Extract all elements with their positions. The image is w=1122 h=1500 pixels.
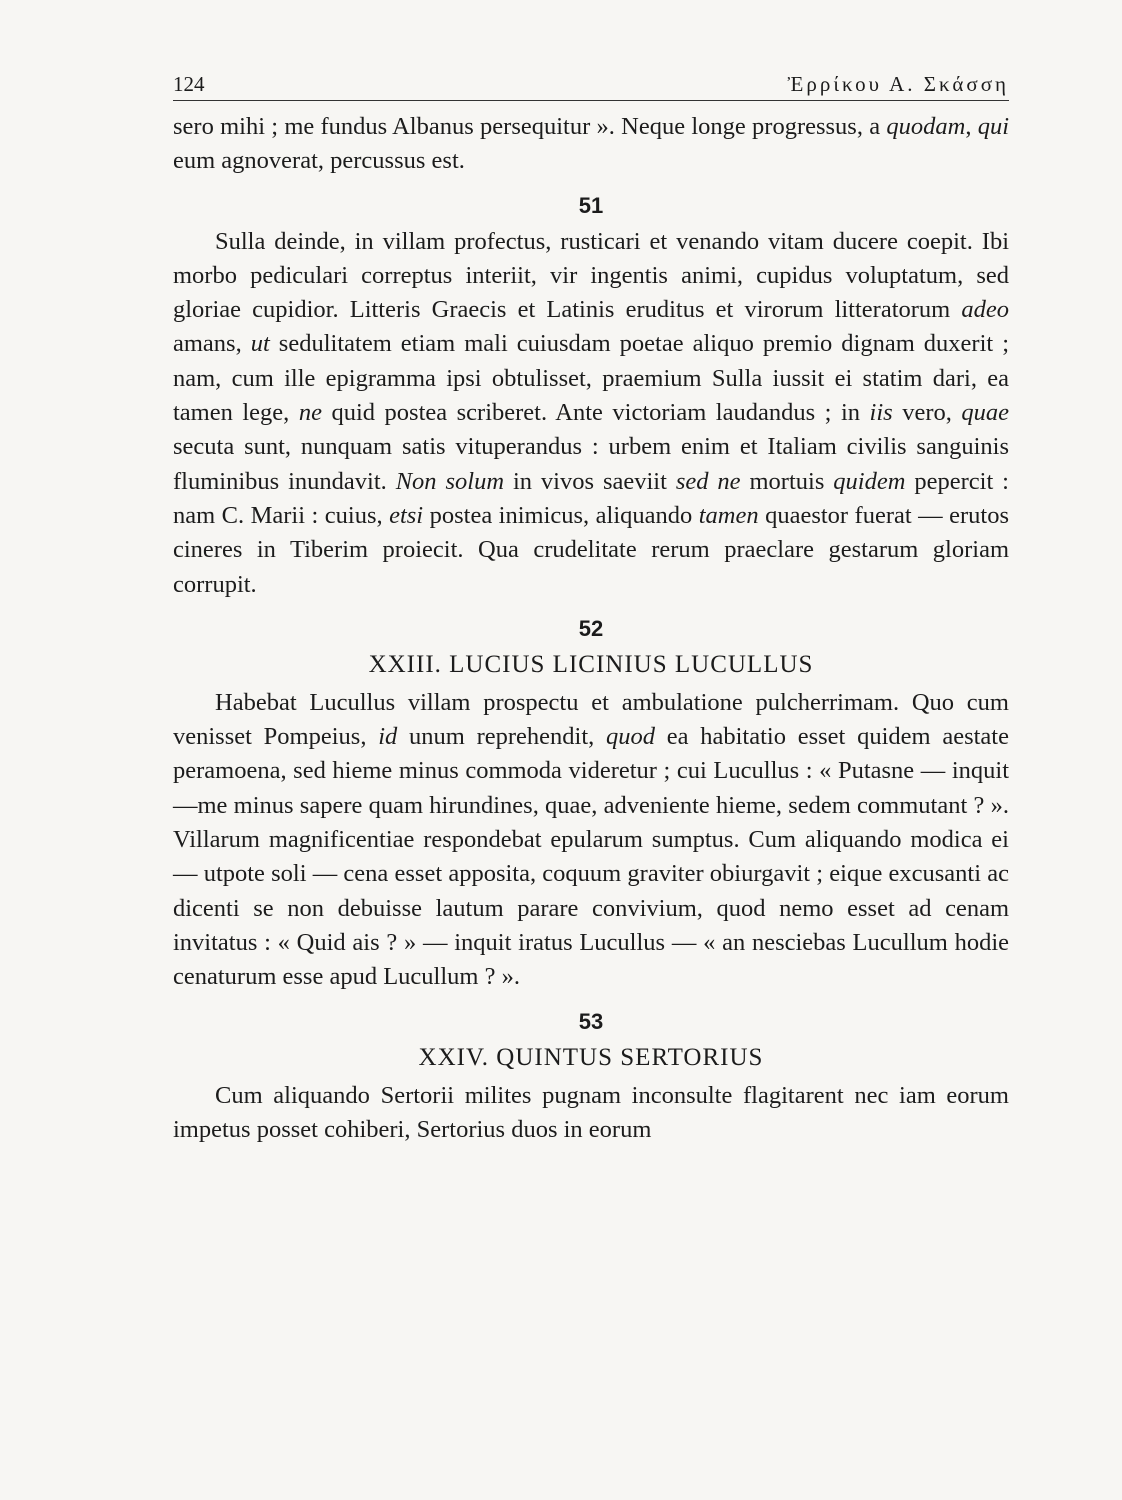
paragraph-intro: sero mihi ; me fundus Albanus persequitur ». Neque longe progressus, a quodam, qui eum agnoverat, percussus est. bbox=[173, 113, 1010, 175]
paragraph-52: Habebat Lucullus villam prospectu et ambulatione pulcherrimam. Quo cum venisset Pompeius, id unum reprehendit, quod ea habitatio esset quidem aestate peramoena, sed hieme minus commoda videretur ; cui Lucullus : « Putasne — inquit —me minus sapere quam hirundines, quae, adveniente hieme, sedem commutant ? ». Villarum magnificentiae respondebat epularum sumptus. Cum aliquando modica ei — utpote soli — cena esset apposita, coquum graviter obiurgavit ; eique excusanti ac dicenti se non debuisse lautum parare convivium, quod nemo esset ad cenam invitatus : « Quid ais ? » — inquit iratus Lucullus — « an nesciebas Lucullum hodie cenaturum esse apud Lucullum ? ». bbox=[173, 688, 1009, 991]
paragraph-51: Sulla deinde, in villam profectus, rusticari et venando vitam ducere coepit. Ibi morbo pediculari correptus interiit, vir ingentis animi, cupidus voluptatum, sed gloriae cupidior. Litteris Graecis et Latinis eruditus et virorum litteratorum adeo amans, ut sedulitatem etiam mali cuiusdam poetae aliquo premio dignam duxerit ; nam, cum ille epigramma ipsi obtulisset, praemium Sulla iussit ei statim dari, ea tamen lege, ne quid postea scriberet. Ante victoriam laudandus ; in iis vero, quae secuta sunt, nunquam satis vituperandus : urbem enim et Italiam civilis sanguinis fluminibus inundavit. Non solum in vivos saeviit sed ne mortuis quidem pepercit : nam C. Marii : cuius, etsi postea inimicus, aliquando tamen quaestor fuerat — erutos cineres in Tiberim proiecit. Qua crudelitate rerum praeclare gestarum gloriam corrupit. bbox=[173, 227, 1009, 598]
section-number-51: 51 bbox=[578, 192, 604, 218]
running-head: Ἐρρίκου Α. Σκάσση bbox=[787, 72, 1009, 96]
page-body bbox=[173, 110, 1009, 1147]
page-number: 124 bbox=[173, 72, 205, 96]
section-title-53: XXIV. QUINTUS SERTORIUS bbox=[418, 1043, 764, 1071]
page-header bbox=[173, 70, 1009, 101]
section-number-52: 52 bbox=[578, 615, 604, 641]
paragraph-53: Cum aliquando Sertorii milites pugnam inconsulte flagitarent nec iam eorum impetus posset cohiberi, Sertorius duos in eorum bbox=[173, 1081, 1009, 1143]
section-number-53: 53 bbox=[578, 1008, 604, 1034]
section-title-52: XXIII. LUCIUS LICINIUS LUCULLUS bbox=[368, 650, 814, 678]
